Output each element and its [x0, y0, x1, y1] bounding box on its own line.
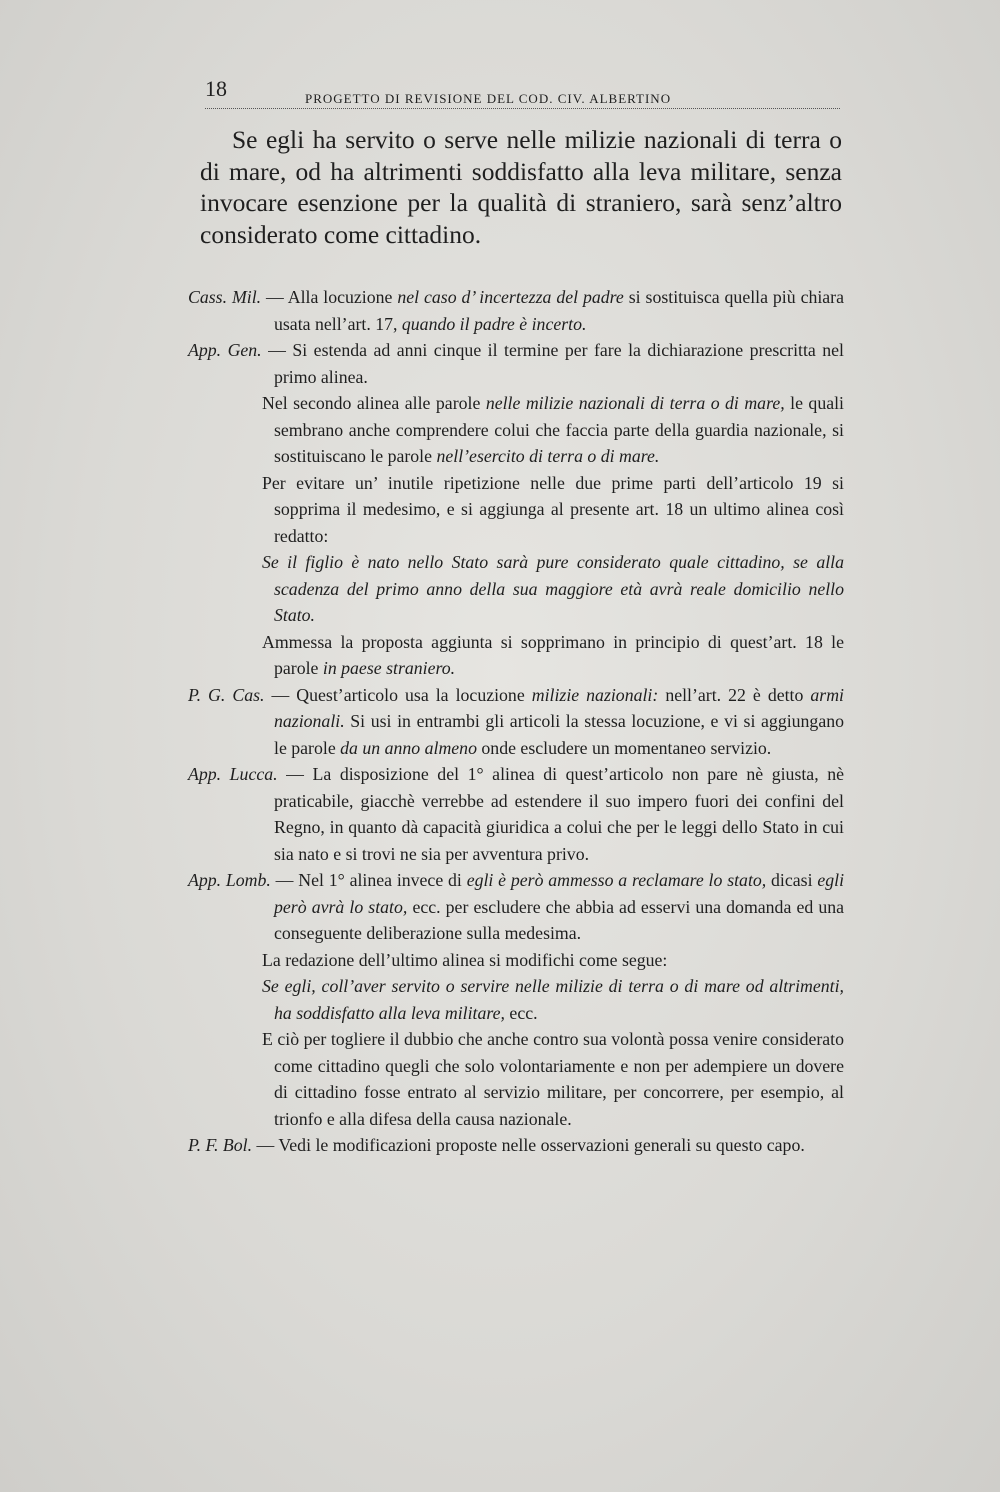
note-text: Nel secondo alinea alle parole — [262, 393, 486, 413]
note-paragraph — [188, 390, 844, 470]
note-citation: nel caso d’ incertezza del padre — [397, 287, 624, 307]
proposed-text-quote — [188, 973, 844, 1026]
note-text: le quali sembrano anche comprendere colui che faccia parte della guardia nazionale, si sostituiscano le parole — [274, 393, 844, 466]
note-text: — Quest’articolo usa la locuzione — [264, 684, 532, 705]
proposed-text-quote: Se il figlio è nato nello Stato sarà pure considerato quale cittadino, se alla scadenza del primo anno della sua maggiore età avrà reale domicilio nello Stato. — [262, 552, 844, 625]
note-citation: Se egli, coll’aver servito o servire nelle milizie di terra o di mare od altrimenti, ha soddisfatto alla leva militare, — [262, 976, 844, 1023]
note-source-label: App. Lomb. — [188, 870, 271, 890]
note-app-gen — [188, 337, 844, 390]
note-text: nell’art. 22 è detto — [658, 684, 811, 705]
note-cass-mil — [188, 284, 844, 337]
note-text: si sostituisca quella più chiara usata nell’art. 17, — [274, 287, 844, 334]
article-text: Se egli ha servito o serve nelle milizie nazionali di terra o di mare, od ha altrimenti soddisfatto alla leva militare, senza invocare esenzione per la qualità di straniero, sarà senz’altro considerato come cittadino. — [200, 125, 842, 249]
note-app-lomb — [188, 867, 844, 947]
note-paragraph: La redazione dell’ultimo alinea si modifichi come segue: — [262, 949, 668, 970]
note-paragraph — [188, 629, 844, 682]
note-paragraph: Per evitare un’ inutile ripetizione nelle due prime parti dell’articolo 19 si sopprima il medesimo, e si aggiunga al presente art. 18 un ultimo alinea così redatto: — [262, 472, 844, 546]
note-pg-cas — [188, 682, 844, 762]
note-text: — Vedi le modificazioni proposte nelle osservazioni generali su questo capo. — [252, 1135, 805, 1155]
note-citation: quando il padre è incerto. — [401, 313, 587, 334]
note-citation: da un anno almeno — [340, 737, 477, 758]
note-pf-bol — [188, 1132, 844, 1159]
note-source-label: Cass. Mil. — [188, 287, 262, 307]
note-app-lucca — [188, 761, 844, 867]
note-citation: nelle milizie nazionali di terra o di mare, — [485, 393, 785, 413]
note-citation: in paese straniero. — [322, 658, 456, 678]
note-text: dicasi — [766, 870, 818, 890]
page-header — [205, 76, 840, 109]
note-citation: nell’esercito di terra o di mare. — [436, 446, 660, 466]
note-text: — Nel 1° alinea invece di — [270, 870, 467, 890]
commentary-notes — [188, 284, 844, 1159]
note-citation: armi nazionali. — [274, 684, 844, 731]
note-source-label: App. Gen. — [188, 340, 262, 360]
note-text: — Si estenda ad anni cinque il termine per fare la dichiarazione prescritta nel primo alinea. — [261, 340, 844, 387]
note-source-label: P. F. Bol. — [188, 1135, 253, 1155]
note-source-label: P. G. Cas. — [188, 684, 265, 705]
running-title: PROGETTO DI REVISIONE DEL COD. CIV. ALBERTINO — [305, 91, 672, 106]
note-text: ecc. — [504, 1002, 538, 1023]
note-citation: egli però avrà lo stato, — [274, 870, 845, 917]
note-paragraph: E ciò per togliere il dubbio che anche contro sua volontà possa venire considerato come cittadino quegli che solo volontariamente e non per adempiere un dovere di cittadino fosse entrato al servizio militare, per concorrere, per esempio, al trionfo e alla difesa della causa nazionale. — [262, 1029, 844, 1129]
note-text: ecc. per escludere che abbia ad esservi una domanda ed una conseguente deliberazione sulla medesima. — [274, 896, 844, 943]
note-text: onde escludere un momentaneo servizio. — [476, 737, 772, 758]
page-number: 18 — [205, 76, 227, 101]
note-text: Ammessa la proposta aggiunta si sopprimano in principio di quest’art. 18 le parole — [262, 631, 844, 678]
note-source-label: App. Lucca. — [188, 764, 278, 784]
note-citation: milizie nazionali: — [531, 684, 659, 705]
note-citation: egli è però ammesso a reclamare lo stato, — [466, 870, 767, 890]
note-text: — La disposizione del 1° alinea di quest’articolo non pare nè giusta, nè praticabile, giacchè verrebbe ad estendere il suo impero fuori dei confini del Regno, in quanto dà capacità giuridica a colui che per le leggi dello Stato in cui sia nato e si trovi ne sia per avventura privo. — [274, 764, 845, 864]
note-text: — Alla locuzione — [261, 287, 398, 307]
note-text: Si usi in entrambi gli articoli la stessa locuzione, e vi si aggiungano le parole — [274, 711, 844, 758]
